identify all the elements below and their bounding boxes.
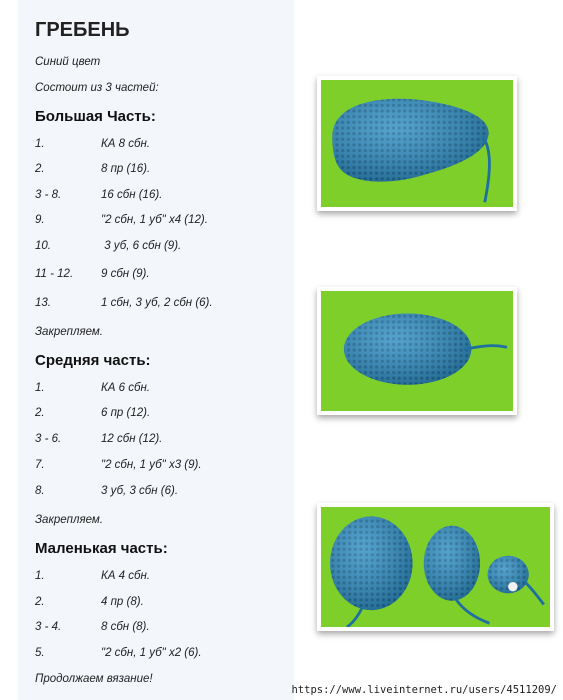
step-text: КА 8 сбн. xyxy=(101,138,150,150)
step-text: 6 пр (12). xyxy=(101,407,151,419)
step-number: 3 - 8. xyxy=(35,189,62,201)
medium-step xyxy=(35,433,290,449)
photo-all-parts xyxy=(317,503,554,631)
photo-large-part xyxy=(317,76,517,211)
medium-part-heading: Средняя часть: xyxy=(35,352,151,369)
step-number: 9. xyxy=(35,214,45,226)
watermark-url: https://www.liveinternet.ru/users/4511209/ xyxy=(291,684,557,696)
medium-closing: Закрепляем. xyxy=(35,514,103,526)
small-step xyxy=(35,570,290,586)
medium-step xyxy=(35,485,290,501)
page-title: ГРЕБЕНЬ xyxy=(35,19,130,41)
crochet-medium-piece-image xyxy=(321,291,513,411)
small-step xyxy=(35,621,290,637)
crochet-three-pieces-image xyxy=(321,507,550,627)
small-part-heading: Маленькая часть: xyxy=(35,540,168,557)
large-closing: Закрепляем. xyxy=(35,326,103,338)
step-number: 1. xyxy=(35,382,45,394)
step-text: 1 сбн, 3 уб, 2 сбн (6). xyxy=(101,297,213,309)
step-text: 8 пр (16). xyxy=(101,163,151,175)
step-text: КА 4 сбн. xyxy=(101,570,150,582)
step-number: 11 - 12. xyxy=(35,268,74,280)
large-step xyxy=(35,214,290,230)
small-closing: Продолжаем вязание! xyxy=(35,673,153,685)
step-text: "2 сбн, 1 уб" x3 (9). xyxy=(101,459,202,471)
step-number: 3 - 4. xyxy=(35,621,62,633)
step-number: 2. xyxy=(35,407,45,419)
step-number: 7. xyxy=(35,459,45,471)
step-text: "2 сбн, 1 уб" x2 (6). xyxy=(101,647,202,659)
large-step xyxy=(35,189,290,205)
large-step xyxy=(35,240,290,256)
step-text: 3 уб, 6 сбн (9). xyxy=(101,240,182,252)
parts-note: Состоит из 3 частей: xyxy=(35,82,159,94)
large-step xyxy=(35,138,290,154)
step-text: "2 сбн, 1 уб" x4 (12). xyxy=(101,214,208,226)
step-number: 2. xyxy=(35,596,45,608)
step-number: 3 - 6. xyxy=(35,433,62,445)
photo-medium-part xyxy=(317,287,517,415)
step-text: 3 уб, 3 сбн (6). xyxy=(101,485,179,497)
large-step xyxy=(35,163,290,179)
step-number: 2. xyxy=(35,163,45,175)
step-text: 8 сбн (8). xyxy=(101,621,150,633)
step-text: 4 пр (8). xyxy=(101,596,144,608)
step-number: 1. xyxy=(35,570,45,582)
step-text: КА 6 сбн. xyxy=(101,382,150,394)
medium-step xyxy=(35,382,290,398)
crochet-large-piece-image xyxy=(321,80,513,207)
color-note: Синий цвет xyxy=(35,56,101,68)
instructions-panel xyxy=(18,0,294,700)
medium-step xyxy=(35,407,290,423)
step-number: 13. xyxy=(35,297,51,309)
large-step xyxy=(35,297,290,313)
step-text: 16 сбн (16). xyxy=(101,189,163,201)
step-number: 8. xyxy=(35,485,45,497)
small-step xyxy=(35,596,290,612)
step-number: 5. xyxy=(35,647,45,659)
step-text: 9 сбн (9). xyxy=(101,268,150,280)
step-text: 12 сбн (12). xyxy=(101,433,163,445)
medium-step xyxy=(35,459,290,475)
step-number: 10. xyxy=(35,240,51,252)
small-step xyxy=(35,647,290,663)
large-part-heading: Большая Часть: xyxy=(35,108,156,125)
step-number: 1. xyxy=(35,138,45,150)
large-step xyxy=(35,268,290,284)
